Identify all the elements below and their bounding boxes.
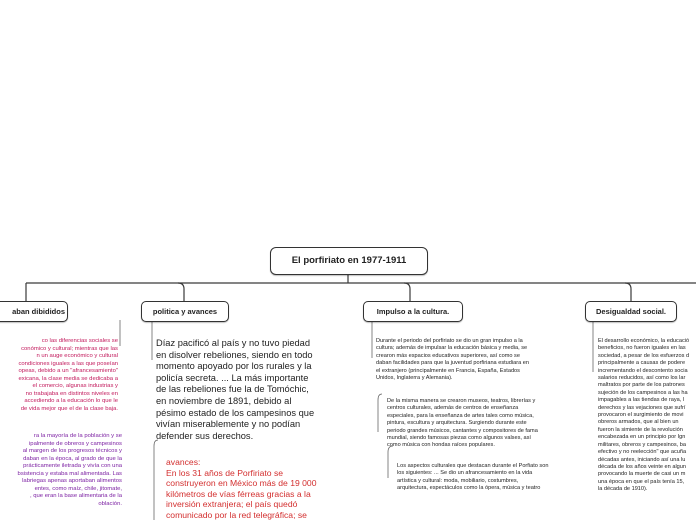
sub-line-impulso-2 [378,394,382,432]
sub-line-avances [154,440,158,520]
subtopic-text-impulso-1: Durante el periodo del porfiriato se dio un gran impulso a la cultura; además de impulsar la educación básica y media, se crearon más espacios educativos superiores, así como se daban facilidades para que la juventud porfiriana estudiara en el extranjero (principalmente en Francia, España, Estados Unidos, Inglaterra y Alemania). [376,338,530,382]
subtopic-text-left-purple: ra la mayoría de la población y se ipalmente de obreros y campesinos al margen de los progresos técnicos y daban en la época, al grado de que la prácticamente iletrada y vivía con una bsistencia y estaba mal alimentada. Las labriegas apenas aportaban alimentos entes, como maíz, chile, jitomate, , que eran la base alimentaria de la oblación. [17,433,122,507]
branch-node-impulso[interactable]: Impulso a la cultura. [363,301,463,322]
subtopic-text-avances: avances: En los 31 años de Porfiriato se construyeron en México más de 19 000 kilómetros de vías férreas gracias a la inversión extranjera; el país quedó comunicado por la red telegráfica; se [166,457,317,520]
branch-node-desigualdad[interactable]: Desigualdad social. [585,301,677,322]
subtopic-text-politica: Díaz pacificó al país y no tuvo piedad en disolver rebeliones, siendo en todo momento apoyado por los rurales y la policía secreta. ... La más importante de las rebeliones fue la de Tomóchic, en noviembre de 1891, debido al pésimo estado de los campesinos que vivían miserablemente y no podían defender sus derechos. [156,338,315,441]
drop-line-2 [178,283,184,301]
branch-node-1[interactable]: aban dibididos [0,301,68,322]
sub-line-impulso-3 [388,446,393,478]
central-topic[interactable]: El porfiriato en 1977-1911 [270,247,428,275]
subtopic-text-impulso-2: De la misma manera se crearon museos, teatros, librerías y centros culturales, además de centros de enseñanza especiales, para la enseñanza de artes tales como música, pintura, escultura y arquitectura. Surgiendo durante este periodo grandes músicos, cantantes y compositores de fama mundial, siendo famosas piezas como algunos valses, así como música con hondas raíces populares. [387,398,538,449]
drop-line-4 [625,283,631,301]
drop-line-3 [404,283,410,301]
subtopic-text-impulso-3: Los aspectos culturales que destacan durante el Porfiato son los siguientes: ... Se dio un afrancesamiento en la vida artística y cultural: moda, mobiliario, costumbres, arquitectura, espectáculos como la ópera, música y teatro [397,463,549,492]
subtopic-text-left-red: co las diferencias sociales se conómico y cultural; mientras que las n un auge económico y cultural condiciones iguales a las que poseían opeas, debido a un "afrancesamiento" exicana, la clase media se dedicaba a el comercio, algunas industrias y no trabajaba en distintos niveles en accediendo a la educación lo que le de vida mejor que el de la clase baja. [18,338,118,412]
subtopic-text-desigualdad: El desarrollo económico, la educació beneficios, no fueron iguales en las sociedad, a pesar de los esfuerzos d principalmente a causas de podere incrementando el descontento socia salarios reducidos, así como los lar maltratos por parte de los patrones sujeción de los campesinos a las ha impagables a las tiendas de raya, l derechos y las vejaciones que sufrí provocaron el surgimiento de movi obreros armados, que al bien un fueron la simiente de la revolución encabezada en un principio por Ign militares, obreros y campesinos, ba efectivo y no reelección" que acuña décadas antes, iniciando así una lu década de los años veinte en algun provocando la muerte de casi un m una época en que el país tenía 15, la década de 1910). [598,338,690,493]
branch-node-politica[interactable]: politica y avances [141,301,229,322]
